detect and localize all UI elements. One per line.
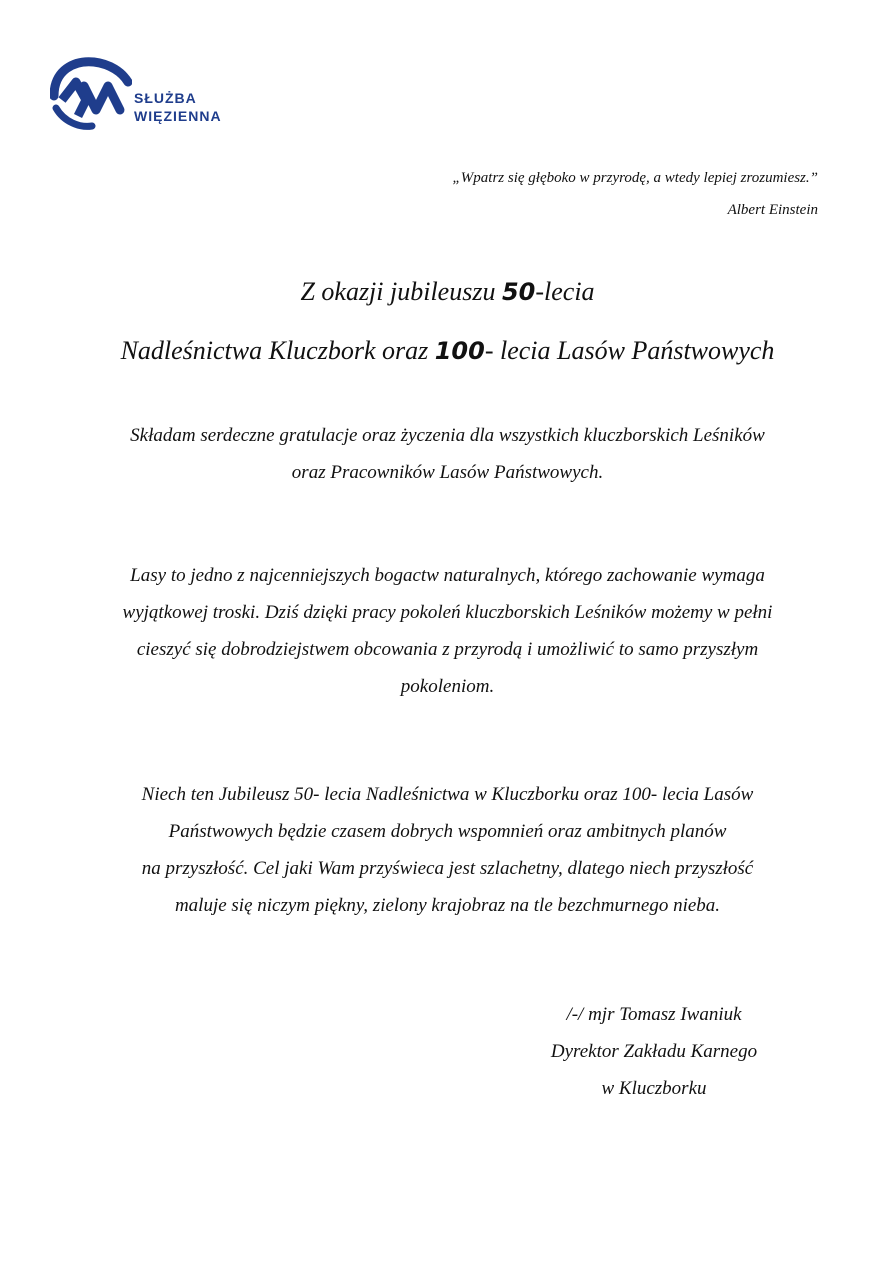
paragraph-line: cieszyć się dobrodziejstwem obcowania z przyrodą i umożliwić to samo przyszłym [136, 639, 759, 660]
paragraph-line: oraz Pracowników Lasów Państwowych. [291, 462, 604, 483]
paragraph-line: Niech ten Jubileusz 50- lecia Nadleśnictwa w Kluczborku oraz 100- lecia Lasów [141, 784, 754, 805]
heading-line-2 [0, 336, 895, 366]
heading-line-1-number: 50 [501, 278, 536, 306]
paragraph-line: Lasy to jedno z najcenniejszych bogactw naturalnych, którego zachowanie wymaga [130, 565, 765, 586]
paragraph-line: wyjątkowej troski. Dziś dzięki pracy pokoleń kluczborskich Leśników możemy w pełni [122, 602, 773, 623]
heading-line-1-post: -lecia [535, 277, 595, 306]
paragraph-line: na przyszłość. Cel jaki Wam przyświeca jest szlachetny, dlatego niech przyszłość [141, 858, 754, 879]
paragraph-line: Składam serdeczne gratulacje oraz życzenia dla wszystkich kluczborskich Leśników [130, 425, 765, 446]
paragraph-line: maluje się niczym piękny, zielony krajobraz na tle bezchmurnego nieba. [174, 895, 721, 916]
logo-line-1: SŁUŻBA [134, 90, 197, 106]
heading-line-2-post: - lecia Lasów Państwowych [484, 336, 775, 365]
heading-line-1-pre: Z okazji jubileuszu [300, 277, 502, 306]
signature-name: /-/ mjr Tomasz Iwaniuk [566, 1004, 742, 1025]
paragraph-line: Państwowych będzie czasem dobrych wspomnień oraz ambitnych planów [168, 821, 727, 842]
quote-text: „Wpatrz się głęboko w przyrodę, a wtedy lepiej zrozumiesz.” [452, 170, 818, 186]
signature-block [534, 996, 774, 1107]
logo-text [134, 89, 222, 125]
heading-line-1 [0, 277, 895, 307]
heading-line-2-pre: Nadleśnictwa Kluczbork oraz [120, 336, 435, 365]
sluzba-wiezienna-emblem-icon [50, 56, 132, 132]
quote-author: Albert Einstein [727, 202, 818, 218]
paragraph-line: pokoleniom. [400, 676, 495, 697]
logo-line-2: WIĘZIENNA [134, 108, 222, 124]
paragraph-forests [30, 557, 865, 705]
epigraph-quote [452, 162, 818, 226]
signature-location: w Kluczborku [601, 1078, 707, 1099]
paragraph-congratulations [30, 417, 865, 491]
heading-line-2-number: 100 [434, 337, 485, 365]
paragraph-jubilee-wishes [30, 776, 865, 924]
sluzba-wiezienna-logo [50, 56, 240, 132]
signature-title: Dyrektor Zakładu Karnego [550, 1041, 758, 1062]
